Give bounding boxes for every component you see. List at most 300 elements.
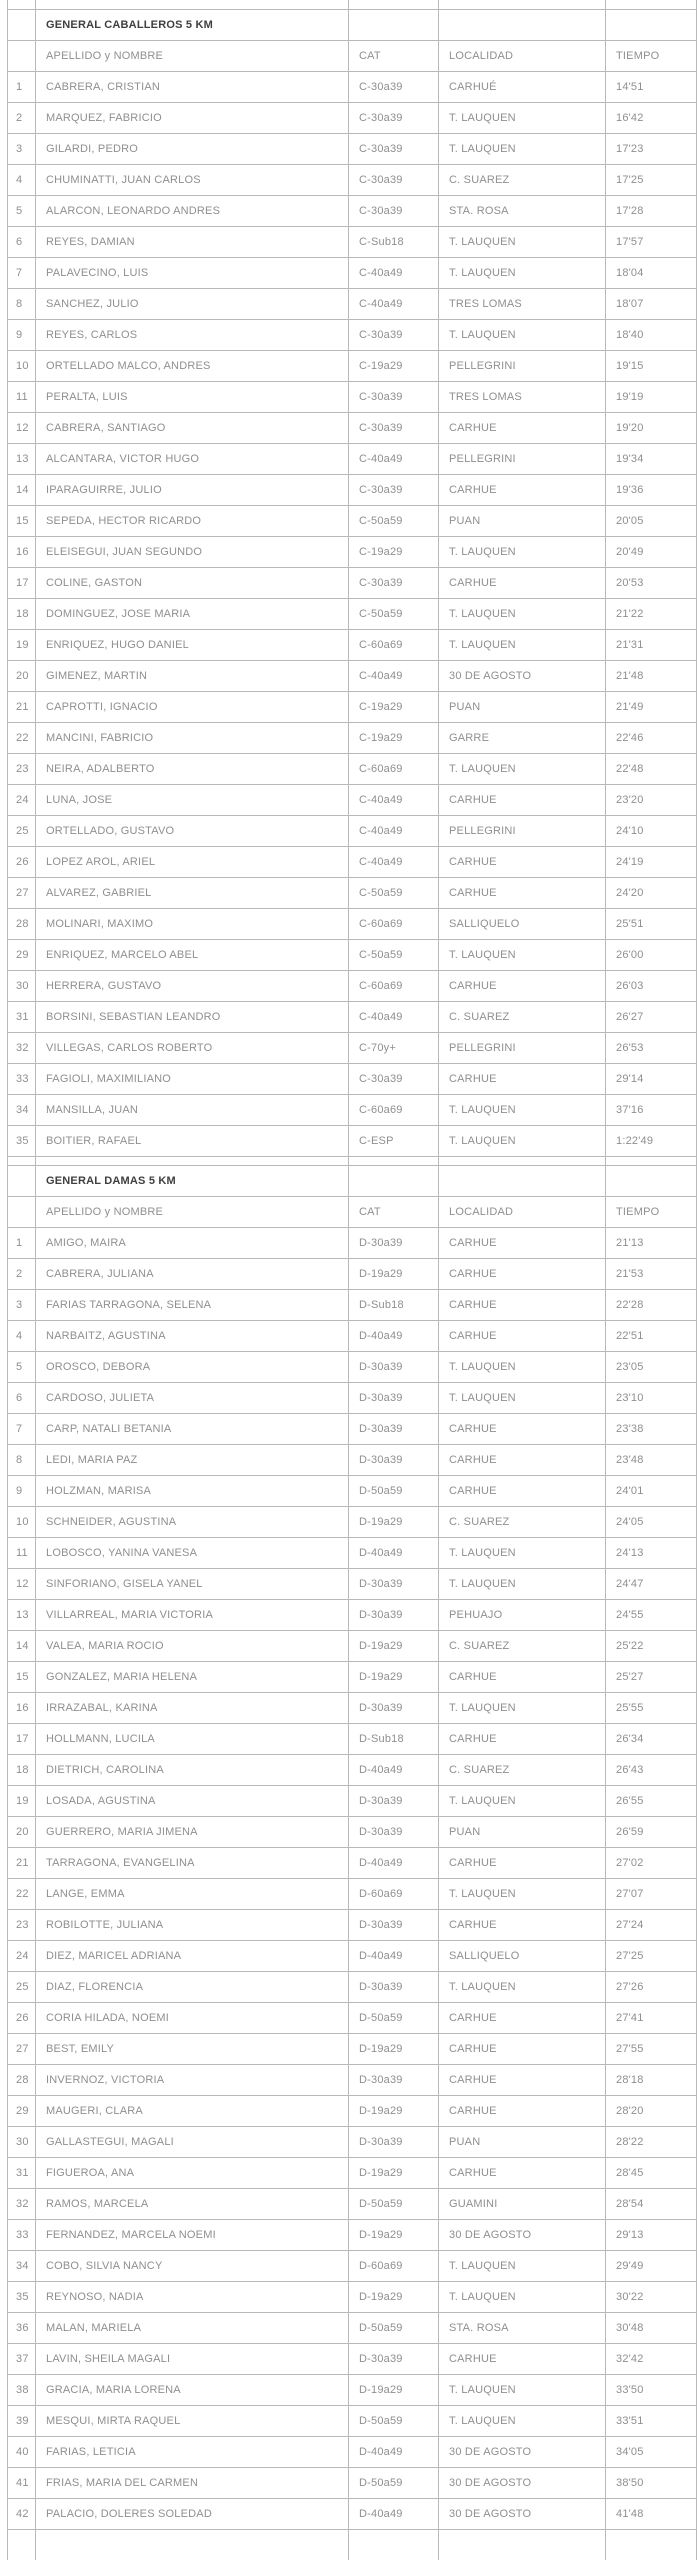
cat-cell: C-60a69	[349, 754, 439, 785]
table-row	[8, 2437, 697, 2468]
column-header-name: APELLIDO y NOMBRE	[36, 41, 349, 72]
tiempo-cell: 26'59	[606, 1817, 697, 1848]
tiempo-cell: 25'55	[606, 1693, 697, 1724]
cat-cell: D-30a39	[349, 2127, 439, 2158]
tiempo-cell: 28'45	[606, 2158, 697, 2189]
localidad-cell: T. LAUQUEN	[439, 320, 606, 351]
localidad-cell: 30 DE AGOSTO	[439, 2499, 606, 2530]
name-cell: LOSADA, AGUSTINA	[36, 1786, 349, 1817]
name-cell: ALCANTARA, VICTOR HUGO	[36, 444, 349, 475]
name-cell: GRACIA, MARIA LORENA	[36, 2375, 349, 2406]
pos-cell: 27	[8, 2034, 36, 2065]
table-row	[8, 1538, 697, 1569]
tiempo-cell: 26'53	[606, 1033, 697, 1064]
cat-cell: D-60a69	[349, 1879, 439, 1910]
pos-cell: 16	[8, 1693, 36, 1724]
tiempo-cell: 28'20	[606, 2096, 697, 2127]
pos-cell: 14	[8, 1631, 36, 1662]
cat-cell: C-60a69	[349, 909, 439, 940]
name-cell: OROSCO, DEBORA	[36, 1352, 349, 1383]
localidad-cell: T. LAUQUEN	[439, 754, 606, 785]
tiempo-cell: 27'02	[606, 1848, 697, 1879]
pos-cell: 9	[8, 1476, 36, 1507]
name-cell: CARP, NATALI BETANIA	[36, 1414, 349, 1445]
pos-cell: 2	[8, 103, 36, 134]
cat-cell: D-19a29	[349, 2096, 439, 2127]
empty-cell	[8, 1157, 36, 1166]
cat-cell: D-50a59	[349, 1476, 439, 1507]
tiempo-cell: 25'27	[606, 1662, 697, 1693]
name-cell: LOPEZ AROL, ARIEL	[36, 847, 349, 878]
cat-cell: D-19a29	[349, 1259, 439, 1290]
cat-cell: C-40a49	[349, 289, 439, 320]
name-cell: AMIGO, MAIRA	[36, 1228, 349, 1259]
localidad-cell: CARHUE	[439, 1228, 606, 1259]
table-row	[8, 599, 697, 630]
pos-cell: 19	[8, 630, 36, 661]
tiempo-cell: 18'40	[606, 320, 697, 351]
empty-cell	[439, 10, 606, 41]
table-row	[8, 1910, 697, 1941]
tiempo-cell: 26'27	[606, 1002, 697, 1033]
localidad-cell: T. LAUQUEN	[439, 1786, 606, 1817]
pos-cell: 33	[8, 2220, 36, 2251]
pos-cell: 23	[8, 1910, 36, 1941]
tiempo-cell: 27'26	[606, 1972, 697, 2003]
table-row	[8, 1600, 697, 1631]
name-cell: GUERRERO, MARIA JIMENA	[36, 1817, 349, 1848]
pos-cell: 20	[8, 1817, 36, 1848]
tiempo-cell: 17'23	[606, 134, 697, 165]
name-cell: ALARCON, LEONARDO ANDRES	[36, 196, 349, 227]
pos-cell: 33	[8, 1064, 36, 1095]
cat-cell: C-19a29	[349, 351, 439, 382]
cat-cell: D-30a39	[349, 1786, 439, 1817]
tiempo-cell: 27'24	[606, 1910, 697, 1941]
localidad-cell: SALLIQUELO	[439, 909, 606, 940]
localidad-cell: T. LAUQUEN	[439, 1126, 606, 1157]
pos-cell: 30	[8, 971, 36, 1002]
localidad-cell: 30 DE AGOSTO	[439, 2437, 606, 2468]
empty-cell	[349, 0, 439, 10]
localidad-cell: CARHUÉ	[439, 72, 606, 103]
name-cell: BOITIER, RAFAEL	[36, 1126, 349, 1157]
name-cell: VILLARREAL, MARIA VICTORIA	[36, 1600, 349, 1631]
name-cell: ENRIQUEZ, HUGO DANIEL	[36, 630, 349, 661]
pos-cell: 26	[8, 2003, 36, 2034]
pos-cell: 26	[8, 847, 36, 878]
name-cell: ALVAREZ, GABRIEL	[36, 878, 349, 909]
tiempo-cell: 24'19	[606, 847, 697, 878]
name-cell: HOLZMAN, MARISA	[36, 1476, 349, 1507]
table-row	[8, 754, 697, 785]
table-row	[8, 506, 697, 537]
table-row	[8, 2158, 697, 2189]
name-cell: MOLINARI, MAXIMO	[36, 909, 349, 940]
name-cell: FIGUEROA, ANA	[36, 2158, 349, 2189]
empty-cell	[8, 2530, 36, 2560]
tiempo-cell: 33'50	[606, 2375, 697, 2406]
pos-cell: 19	[8, 1786, 36, 1817]
table-row	[8, 1569, 697, 1600]
section-header-row	[8, 1166, 697, 1197]
localidad-cell: T. LAUQUEN	[439, 2375, 606, 2406]
localidad-cell: T. LAUQUEN	[439, 134, 606, 165]
cat-cell: C-50a59	[349, 506, 439, 537]
name-cell: FARIAS, LETICIA	[36, 2437, 349, 2468]
localidad-cell: T. LAUQUEN	[439, 1693, 606, 1724]
pos-cell: 8	[8, 289, 36, 320]
name-cell: IRRAZABAL, KARINA	[36, 1693, 349, 1724]
tiempo-cell: 24'20	[606, 878, 697, 909]
cat-cell: C-19a29	[349, 723, 439, 754]
table-row	[8, 196, 697, 227]
tiempo-cell: 27'07	[606, 1879, 697, 1910]
pos-cell: 5	[8, 196, 36, 227]
column-header-cat: CAT	[349, 41, 439, 72]
cat-cell: D-60a69	[349, 2251, 439, 2282]
cat-cell: D-30a39	[349, 1569, 439, 1600]
name-cell: MESQUI, MIRTA RAQUEL	[36, 2406, 349, 2437]
pos-cell: 40	[8, 2437, 36, 2468]
table-row	[8, 2313, 697, 2344]
pos-cell: 24	[8, 1941, 36, 1972]
cat-cell: C-40a49	[349, 444, 439, 475]
localidad-cell: T. LAUQUEN	[439, 1095, 606, 1126]
tiempo-cell: 26'00	[606, 940, 697, 971]
localidad-cell: 30 DE AGOSTO	[439, 661, 606, 692]
cat-cell: C-19a29	[349, 537, 439, 568]
localidad-cell: CARHUE	[439, 1724, 606, 1755]
tiempo-cell: 23'48	[606, 1445, 697, 1476]
localidad-cell: T. LAUQUEN	[439, 1879, 606, 1910]
localidad-cell: T. LAUQUEN	[439, 1352, 606, 1383]
table-row	[8, 1414, 697, 1445]
cat-cell: D-50a59	[349, 2406, 439, 2437]
tiempo-cell: 16'42	[606, 103, 697, 134]
table-row	[8, 1352, 697, 1383]
tiempo-cell: 1:22'49	[606, 1126, 697, 1157]
pos-cell: 11	[8, 1538, 36, 1569]
localidad-cell: T. LAUQUEN	[439, 630, 606, 661]
pos-cell: 16	[8, 537, 36, 568]
table-row	[8, 2034, 697, 2065]
pos-cell: 1	[8, 72, 36, 103]
table-row	[8, 2406, 697, 2437]
tiempo-cell: 23'10	[606, 1383, 697, 1414]
name-cell: GONZALEZ, MARIA HELENA	[36, 1662, 349, 1693]
name-cell: REYES, DAMIAN	[36, 227, 349, 258]
table-row	[8, 1002, 697, 1033]
cat-cell: C-40a49	[349, 847, 439, 878]
tiempo-cell: 25'51	[606, 909, 697, 940]
localidad-cell: CARHUE	[439, 1064, 606, 1095]
empty-cell	[606, 2530, 697, 2560]
table-row	[8, 1321, 697, 1352]
table-row	[8, 2251, 697, 2282]
tiempo-cell: 29'49	[606, 2251, 697, 2282]
table-row	[8, 1972, 697, 2003]
cat-cell: C-40a49	[349, 785, 439, 816]
cat-cell: D-30a39	[349, 1228, 439, 1259]
localidad-cell: T. LAUQUEN	[439, 2282, 606, 2313]
cat-cell: C-50a59	[349, 878, 439, 909]
pos-cell: 7	[8, 258, 36, 289]
localidad-cell: CARHUE	[439, 1321, 606, 1352]
pos-cell: 30	[8, 2127, 36, 2158]
tiempo-cell: 18'07	[606, 289, 697, 320]
cat-cell: D-19a29	[349, 2158, 439, 2189]
name-cell: PALAVECINO, LUIS	[36, 258, 349, 289]
localidad-cell: CARHUE	[439, 475, 606, 506]
pos-cell: 32	[8, 1033, 36, 1064]
cat-cell: D-30a39	[349, 1383, 439, 1414]
name-cell: NEIRA, ADALBERTO	[36, 754, 349, 785]
pos-cell: 10	[8, 1507, 36, 1538]
cat-cell: D-19a29	[349, 2282, 439, 2313]
cat-cell: D-50a59	[349, 2468, 439, 2499]
pos-cell: 10	[8, 351, 36, 382]
name-cell: SINFORIANO, GISELA YANEL	[36, 1569, 349, 1600]
name-cell: GALLASTEGUI, MAGALI	[36, 2127, 349, 2158]
cat-cell: D-19a29	[349, 1662, 439, 1693]
localidad-cell: CARHUE	[439, 1259, 606, 1290]
name-cell: SANCHEZ, JULIO	[36, 289, 349, 320]
table-row	[8, 351, 697, 382]
localidad-cell: CARHUE	[439, 1662, 606, 1693]
pos-cell: 12	[8, 1569, 36, 1600]
table-row	[8, 2499, 697, 2530]
localidad-cell: T. LAUQUEN	[439, 1972, 606, 2003]
column-header-row	[8, 41, 697, 72]
name-cell: FARIAS TARRAGONA, SELENA	[36, 1290, 349, 1321]
column-header-row	[8, 1197, 697, 1228]
tiempo-cell: 21'48	[606, 661, 697, 692]
empty-cell	[36, 0, 349, 10]
pos-cell: 18	[8, 599, 36, 630]
table-row	[8, 1126, 697, 1157]
pos-cell: 20	[8, 661, 36, 692]
name-cell: CORIA HILADA, NOEMI	[36, 2003, 349, 2034]
localidad-cell: TRES LOMAS	[439, 382, 606, 413]
tiempo-cell: 29'13	[606, 2220, 697, 2251]
name-cell: LANGE, EMMA	[36, 1879, 349, 1910]
tiempo-cell: 20'49	[606, 537, 697, 568]
name-cell: REYNOSO, NADIA	[36, 2282, 349, 2313]
cat-cell: C-40a49	[349, 258, 439, 289]
localidad-cell: GARRE	[439, 723, 606, 754]
table-row	[8, 1693, 697, 1724]
tiempo-cell: 17'57	[606, 227, 697, 258]
table-row	[8, 2375, 697, 2406]
table-row	[8, 2344, 697, 2375]
table-row	[8, 2127, 697, 2158]
cat-cell: C-30a39	[349, 72, 439, 103]
tiempo-cell: 20'53	[606, 568, 697, 599]
cat-cell: C-Sub18	[349, 227, 439, 258]
tiempo-cell: 26'43	[606, 1755, 697, 1786]
empty-cell	[439, 0, 606, 10]
table-row	[8, 413, 697, 444]
tiempo-cell: 28'54	[606, 2189, 697, 2220]
tiempo-cell: 30'48	[606, 2313, 697, 2344]
table-row	[8, 475, 697, 506]
name-cell: GILARDI, PEDRO	[36, 134, 349, 165]
cat-cell: D-30a39	[349, 1600, 439, 1631]
table-row	[8, 785, 697, 816]
table-row	[8, 847, 697, 878]
table-row	[8, 1290, 697, 1321]
column-header-localidad: LOCALIDAD	[439, 41, 606, 72]
localidad-cell: T. LAUQUEN	[439, 1569, 606, 1600]
bottom-spacer-row	[8, 2530, 697, 2560]
pos-cell: 5	[8, 1352, 36, 1383]
tiempo-cell: 22'51	[606, 1321, 697, 1352]
pos-cell: 22	[8, 1879, 36, 1910]
localidad-cell: CARHUE	[439, 878, 606, 909]
pos-cell: 34	[8, 1095, 36, 1126]
cat-cell: C-30a39	[349, 134, 439, 165]
name-cell: ORTELLADO, GUSTAVO	[36, 816, 349, 847]
table-row	[8, 2282, 697, 2313]
cat-cell: D-40a49	[349, 1321, 439, 1352]
pos-cell: 4	[8, 1321, 36, 1352]
name-cell: SCHNEIDER, AGUSTINA	[36, 1507, 349, 1538]
name-cell: CAPROTTI, IGNACIO	[36, 692, 349, 723]
tiempo-cell: 37'16	[606, 1095, 697, 1126]
name-cell: IPARAGUIRRE, JULIO	[36, 475, 349, 506]
pos-cell: 35	[8, 2282, 36, 2313]
cat-cell: D-30a39	[349, 1352, 439, 1383]
table-row	[8, 2468, 697, 2499]
cat-cell: C-50a59	[349, 599, 439, 630]
name-cell: PERALTA, LUIS	[36, 382, 349, 413]
pos-cell: 12	[8, 413, 36, 444]
localidad-cell: T. LAUQUEN	[439, 2406, 606, 2437]
name-cell: SEPEDA, HECTOR RICARDO	[36, 506, 349, 537]
column-header-tiempo: TIEMPO	[606, 1197, 697, 1228]
pos-cell: 4	[8, 165, 36, 196]
pos-cell: 3	[8, 1290, 36, 1321]
localidad-cell: T. LAUQUEN	[439, 940, 606, 971]
name-cell: PALACIO, DOLERES SOLEDAD	[36, 2499, 349, 2530]
pos-cell: 18	[8, 1755, 36, 1786]
pos-cell: 15	[8, 1662, 36, 1693]
cat-cell: D-40a49	[349, 1755, 439, 1786]
tiempo-cell: 20'05	[606, 506, 697, 537]
pos-cell: 13	[8, 1600, 36, 1631]
pos-cell: 21	[8, 1848, 36, 1879]
cat-cell: D-40a49	[349, 2499, 439, 2530]
table-row	[8, 1786, 697, 1817]
pos-cell: 25	[8, 816, 36, 847]
cat-cell: C-60a69	[349, 630, 439, 661]
localidad-cell: CARHUE	[439, 2034, 606, 2065]
tiempo-cell: 34'05	[606, 2437, 697, 2468]
localidad-cell: CARHUE	[439, 1445, 606, 1476]
tiempo-cell: 21'13	[606, 1228, 697, 1259]
localidad-cell: PUAN	[439, 1817, 606, 1848]
pos-cell: 36	[8, 2313, 36, 2344]
pos-cell: 14	[8, 475, 36, 506]
localidad-cell: PUAN	[439, 2127, 606, 2158]
cat-cell: D-30a39	[349, 2344, 439, 2375]
table-row	[8, 971, 697, 1002]
pos-cell: 31	[8, 2158, 36, 2189]
tiempo-cell: 17'28	[606, 196, 697, 227]
empty-cell	[439, 1157, 606, 1166]
table-row	[8, 2220, 697, 2251]
table-row	[8, 1848, 697, 1879]
localidad-cell: PELLEGRINI	[439, 351, 606, 382]
pos-cell: 21	[8, 692, 36, 723]
tiempo-cell: 27'41	[606, 2003, 697, 2034]
localidad-cell: PUAN	[439, 692, 606, 723]
name-cell: CARDOSO, JULIETA	[36, 1383, 349, 1414]
localidad-cell: T. LAUQUEN	[439, 1383, 606, 1414]
empty-cell	[8, 1166, 36, 1197]
localidad-cell: T. LAUQUEN	[439, 537, 606, 568]
localidad-cell: T. LAUQUEN	[439, 1538, 606, 1569]
table-row	[8, 940, 697, 971]
empty-cell	[8, 10, 36, 41]
cat-cell: C-50a59	[349, 940, 439, 971]
name-cell: CHUMINATTI, JUAN CARLOS	[36, 165, 349, 196]
name-cell: INVERNOZ, VICTORIA	[36, 2065, 349, 2096]
localidad-cell: CARHUE	[439, 1848, 606, 1879]
pos-cell: 29	[8, 940, 36, 971]
cat-cell: C-30a39	[349, 475, 439, 506]
table-row	[8, 165, 697, 196]
name-cell: DIETRICH, CAROLINA	[36, 1755, 349, 1786]
cat-cell: D-40a49	[349, 1538, 439, 1569]
tiempo-cell: 24'47	[606, 1569, 697, 1600]
pos-cell: 15	[8, 506, 36, 537]
cat-cell: D-50a59	[349, 2189, 439, 2220]
pos-cell: 41	[8, 2468, 36, 2499]
pos-cell: 11	[8, 382, 36, 413]
name-cell: COLINE, GASTON	[36, 568, 349, 599]
cat-cell: C-30a39	[349, 568, 439, 599]
table-row	[8, 816, 697, 847]
pos-cell: 23	[8, 754, 36, 785]
localidad-cell: CARHUE	[439, 785, 606, 816]
cat-cell: D-30a39	[349, 1972, 439, 2003]
cat-cell: C-70y+	[349, 1033, 439, 1064]
tiempo-cell: 21'22	[606, 599, 697, 630]
localidad-cell: CARHUE	[439, 568, 606, 599]
cat-cell: C-30a39	[349, 320, 439, 351]
name-cell: COBO, SILVIA NANCY	[36, 2251, 349, 2282]
name-cell: LUNA, JOSE	[36, 785, 349, 816]
empty-cell	[36, 1157, 349, 1166]
localidad-cell: T. LAUQUEN	[439, 599, 606, 630]
tiempo-cell: 32'42	[606, 2344, 697, 2375]
cat-cell: D-30a39	[349, 1910, 439, 1941]
name-cell: TARRAGONA, EVANGELINA	[36, 1848, 349, 1879]
table-row	[8, 909, 697, 940]
tiempo-cell: 28'18	[606, 2065, 697, 2096]
name-cell: VILLEGAS, CARLOS ROBERTO	[36, 1033, 349, 1064]
table-row	[8, 723, 697, 754]
pos-cell: 2	[8, 1259, 36, 1290]
table-row	[8, 1755, 697, 1786]
tiempo-cell: 22'28	[606, 1290, 697, 1321]
tiempo-cell: 21'53	[606, 1259, 697, 1290]
name-cell: LAVIN, SHEILA MAGALI	[36, 2344, 349, 2375]
cat-cell: D-40a49	[349, 1941, 439, 1972]
name-cell: RAMOS, MARCELA	[36, 2189, 349, 2220]
